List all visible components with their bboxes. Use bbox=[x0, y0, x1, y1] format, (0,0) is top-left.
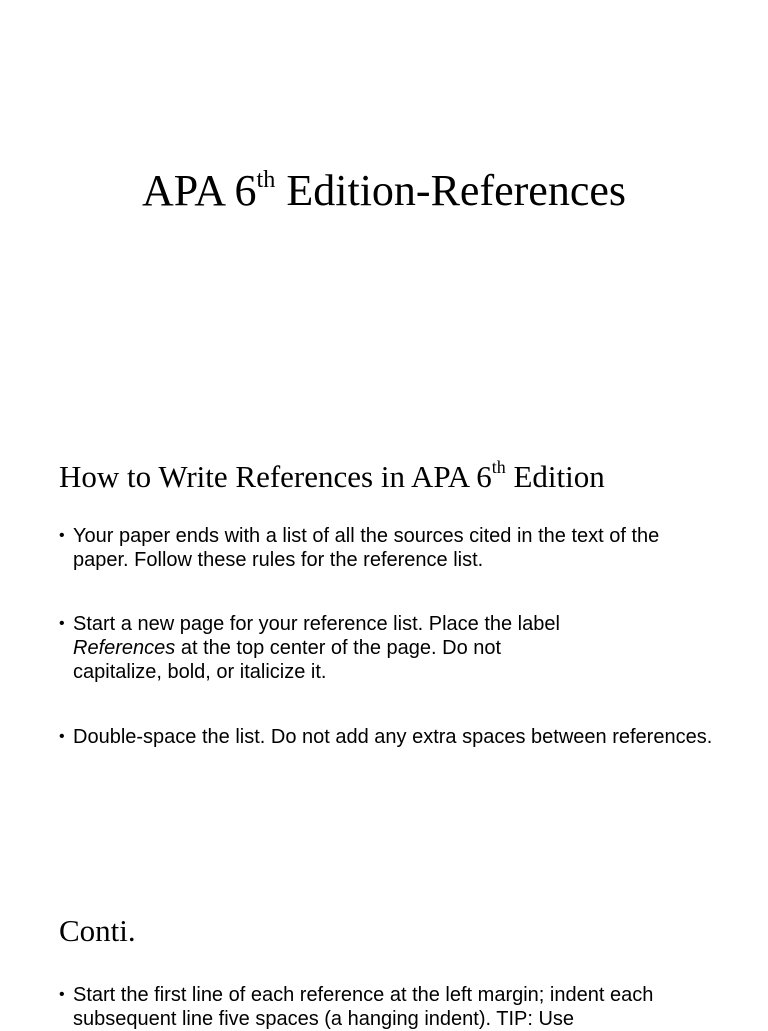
bullet-emphasis: References bbox=[73, 637, 176, 659]
bullet-list bbox=[59, 612, 579, 684]
bullet-list bbox=[59, 524, 719, 572]
bullet-text-end: at the top center of the page. Do not capitalize, bold, or italicize it. bbox=[73, 637, 502, 683]
slide-heading-text-end: Edition bbox=[505, 459, 605, 494]
bullet-text: Start a new page for your reference list. Place the label bbox=[73, 613, 560, 635]
bullet-item bbox=[59, 725, 719, 749]
slide-heading-superscript: th bbox=[491, 456, 506, 477]
slide-heading: Conti. bbox=[59, 913, 136, 948]
bullet-text: Your paper ends with a list of all the sources cited in the text of the paper. Follow these rules for the reference list. bbox=[73, 525, 660, 571]
bullet-item bbox=[59, 612, 579, 684]
slide-title bbox=[0, 163, 768, 226]
slide-title-text: APA 6 bbox=[141, 166, 257, 215]
slide-heading bbox=[59, 457, 605, 501]
slide-heading-text: How to Write References in APA 6 bbox=[59, 459, 492, 494]
slide-title-text-end: Edition-References bbox=[275, 166, 626, 215]
bullet-text: Start the first line of each reference at the left margin; indent each subsequent line five spaces (a hanging indent). TIP: Use bbox=[73, 984, 654, 1030]
bullet-text: Double-space the list. Do not add any extra spaces between references. bbox=[73, 726, 713, 748]
bullet-list bbox=[59, 725, 719, 749]
bullet-item bbox=[59, 524, 719, 572]
slide-title-superscript: th bbox=[256, 165, 276, 193]
